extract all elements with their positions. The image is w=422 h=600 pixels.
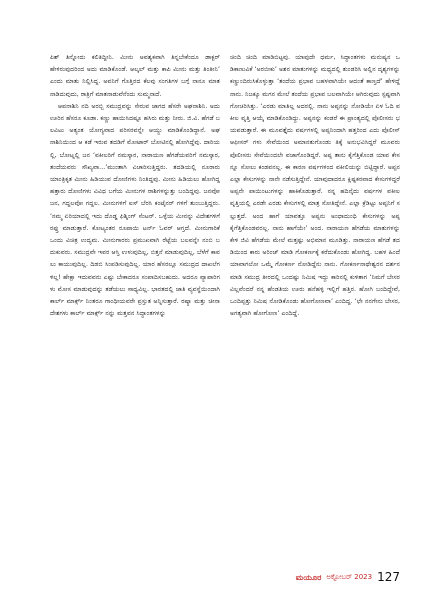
- paragraph: ಪಿಶ್ ತಿನ್ನೋದು ಕಲಿತಿದ್ದೀನಿ. ಮೀನು ಅವಶ್ಯಕವಾಗಿ ತಿನ್ನಬೇಕೆಂದೂ ಡಾಕ್ಟರ್ ಹೇಳಿರುವುದರಿಂದ ಅದು ಮಾಡಿಕೊಂಡೆ. ಆಲ್ಕಲ್ ಮತ್ತು ಕಾಪಿ ಮೀನು ಮತ್ತು ತಿಂತೀನಿ’ ಎಂದು ಮಾತು ನಿಲ್ಲಿಸಿದ್ದ. ಅವನಿಗೆ ಗೊತ್ತಿರದ ಕೆಲವು ಸಂಗತಿಗಳ ಬಗ್ಗೆ ನಾನೂ ಮಾತನಾಡಿದುವುದು, ರಾತ್ರಿಗೆ ಮಾತನಾಡುವೆನೆಂದು ಸುಮ್ಮನಾದೆ.: [50, 54, 220, 98]
- magazine-brand: ಮಯೂರ: [295, 571, 322, 582]
- right-column: [230, 52, 400, 567]
- article-body: [50, 52, 400, 567]
- page-number: 127: [377, 570, 400, 584]
- left-column: [50, 52, 220, 567]
- page-footer: [296, 570, 400, 584]
- paragraph: ಚಿಂದಿ ಚಿಂದಿ ಮಾಡಿಬಿಟ್ಟವು. ಯಾವುದೇ ಧರ್ಮ, ಸಿದ್ಧಾಂತಗಳು ಮನುಷ್ಯನ ಒಡಿಕಾಣುವಿಕೆ ‘ಅರಬೀಕು’ ಅಶನ ಮಾತುಗಳನ್ನು ಮಧ್ಯದಲ್ಲಿ ತುಂಡರಿಸಿ ಅಲ್ಲಿನ ದೃಶ್ಯಗಳನ್ನು ಕಣ್ಣುಂದಿರುಸಿಕೊಳ್ಳುತ್ತಾ ‘ತಂದೆಯ ಪ್ರಭಾವ ಬಹಳವಾಗಿಯೇ ಆದಂತೆ ಕಾಣ್ತದೆ’ ಹೇಳಿದ್ದೆ ನಾನು. ನಿಜಕ್ಕೂ ಮಗನ ಮೇಲೆ ತಂದೆಯ ಪ್ರಭಾವ ಬಲವಾಗಿಯೇ ಆಗಿರುವುದು ಸ್ಪಷ್ಟವಾಗಿ ಗೋಚರಿಸಿತ್ತು. ‘ಎರಡು ಮಾತಿಲ್ಲ ಅದರಲ್ಲಿ. ನಾನು ಅಪ್ಪನನ್ನು ನೋಡಿಯೇ ಏಳ ಓದಿ ವಕೀಲ ವೃತ್ತಿ ಆಯ್ಕೆ ಮಾಡಿಕೊಂಡಿದ್ದು. ಅಪ್ಪನನ್ನು ಕಂಡರೆ ಈ ಪ್ರಾಂತ್ಯದಲ್ಲಿ ಪೊಲೀಸರು ಭಯಪಡುತ್ತಾರೆ. ಈ ಮೂವತ್ತೈದು ವರ್ಷಗಳಲ್ಲಿ ಅಪ್ಪನಿಂದಾಗಿ ಹತ್ತರಿಂದ ಎದು ಪೊಲೀಸ್ ಆಫೀಸರ್ ಗಳು ಸೇವೆಯಿಂದ ಅಮಾನತುಗೊಂಡು ತಿಕ್ಕೆ ಅನುಭವಿಸಿದ್ದರೆ ಮೂವರು ಪೊಲೀಸರು ಸೇವೆಯಿಂದಲೇ ವಜಾಗೊಂಡಿದ್ದರೆ. ಅಪ್ಪ ತಾನು ಕೈಗೆತ್ತಿಕೊಂಡ ಯಾವ ಕೇಸನ್ನೂ ಸೋಲು ಕಂಡವನಲ್ಲ. ಈ ಕಾರಣ ವರ್ಷಗಳಿಂದ ವಕೀಲಿಯನ್ನು ಬಿಟ್ಟಿದ್ದಾರೆ. ಅಪ್ಪನ ಎಲ್ಲಾ ಕೇಸುಗಳನ್ನು ನಾನೇ ನಡೆಸುತ್ತಿದ್ದೇನೆ. ಯಾವುದಾದರೂ ಕ್ಲಿಷ್ಟಕರವಾದ ಕೇಸುಗಳಿದ್ದರೆ ಅಪ್ಪನೇ ಪಾಯಿಂಟುಗಳನ್ನು ಹಾಕಿಕೊಡುತ್ತಾರೆ. ನನ್ನ ಹದಿನೈದು ವರ್ಷಗಳ ವಕೀಲ ವೃತ್ತಿಯಲ್ಲಿ ಎರಡೇ ಎರಡು ಕೇಸುಗಳಲ್ಲಿ ಮಾತ್ರ ಸೋತಿದ್ದೇನೆ. ಎಲ್ಲಾ ಕ್ರೆಡಿಟ್ಟು ಅಪ್ಪನಿಗೆ ಸಲ್ಲುತ್ತದೆ. ಅಂದ ಹಾಗೆ ಯಾವತ್ತೂ ಅಪ್ಪನು ಅಂಧಾದುಂಧಿ ಕೇಸುಗಳನ್ನು ಅಪ್ಪ ಕೈಗೆತ್ತಿಕೊಂಡವರಲ್ಲ. ನಾನು ಹಾಗೆಯೇ’ ಅಂದ. ನಾರಾಯಣ ಹೆಗಡೆಯ ಮಾತುಗಳನ್ನು ಕೇಳಿ ಜಿವಿ ಹೆಗಡೆಯ ಮೇಲೆ ಮತ್ತಷ್ಟು ಅಭಿಮಾನ ಮೂಡಿತ್ತು. ನಾರಾಯಣ ಹೆಗಡೆ ತದಡಿಯಿಂದ ಕಾರು ಅರಿಂಜ್ ಮಾಡಿ ಗೋಕರ್ಣಕ್ಕೆ ಕರೆದುಕೊಂಡು ಹೋಗಿದ್ದ. ಬಹಳ ಹಿಂದೆ ಯಾವಾಗಲೋ ಒಮ್ಮೆ ಗೋಕರ್ಣ ನೋಡಿದ್ದೆನು ನಾನು. ಗೋಕರ್ಣನಾಥೇಶ್ವರನ ದರ್ಶನ ಮಾಡಿ ಸಮುದ್ರ ತೀರದಲ್ಲಿ ಒಂದಷ್ಟು ನಿಮಿಷ ಇದ್ದು ಕಾರಿನಲ್ಲಿ ಕುಳಿತಾಗ ‘ನಿಮಗೆ ಬೇಸರವಿಲ್ಲವೆಂದರೆ ನನ್ನ ಹೆಂಡತಿಯ ಊರು ಹನೆಹಳ್ಳಿ ಇಲ್ಲಿಗೆ ಹತ್ತಿರ. ಹೋಗಿ ಬಂದಿದ್ದೇವೆ, ಒಂದಿಪ್ಪತ್ತು ನಿಮಿಷ ನೋಡಿಕೊಂಡು ಹೋಗೋಣವಾ’ ಎಂದಿದ್ದ. ‘ಛೇ ನನಗೇನು ಬೇಸರ, ಅಗತ್ಯವಾಗಿ ಹೋಗೋಣ’ ಎಂದಿದ್ದೆ.: [230, 54, 400, 318]
- paragraph: ಆಪನಾಶಿನಿ ನದಿ ಅರಬ್ಬಿ ಸಮುದ್ರವನ್ನು ಸೇರುವ ಜಾಗದ ಹೆಸರೇ ಅಘನಾಶಿನಿ. ಅದು ಊರಿನ ಹೆಸರೂ ಕೂಡಾ. ಕಣ್ಣು ಹಾಯಿಸಿದಷ್ಟೂ ಹಸಿರು ಮತ್ತು ನೀರು. ಜಿ.ವಿ. ಹೆಗಡೆ ಬಲವಿಟು ಅತ್ಯಂತ ಯೋಗ್ಯವಾದ ಪರಿಸರವನ್ನೇ ಆಯ್ದು ಮಾಡಿಕೊಂಡಿದ್ದಾನೆ. ಅಘನಾಶಿನಿಯಿಂದ ಆ ಕಡೆ ಇರುವ ತದಡಿಗೆ ಮೋಟಾರ್ ಬೋಟಿನಲ್ಲಿ ಹೋಗಿದ್ದೆವು. ದಾರಿಯಲ್ಲಿ, ಬೋಟ್ನಲ್ಲಿ ಜನ ‘ವಕೀಲರಿಗೆ ನಮಸ್ಕಾರ, ನಾರಾಯಣ ಹೆಗಡೆಯವರಿಗೆ ನಮಸ್ಕಾರ, ತಂದೆಯವರು ಸೌಖ್ಯವಾ...’ಮುಂತಾಗಿ ವಿಚಾರಿಸುತ್ತಿದ್ದರು. ತದಡಿಯಲ್ಲಿ ನೂರಾರು ಯಾಂತ್ರಿಕೃತ ಮೀನು ಹಿಡಿಯುವ ದೋಣಿಗಳು ನಿಂತಿದ್ದವು. ಮೀನು ಹಿಡಿಯಲು ಹೋಗಿದ್ದ ಹತ್ತಾರು ದೋಣಿಗಳು ವಿವಿಧ ಬಗೆಯ ಮೀನುಗಳ ರಾಶಿಗಳನ್ನುತ್ತು ಬಂದಿದ್ದವು. ಜನವೋ ಜನ, ಗದ್ದಲವೋ ಗದ್ದಲ. ಮೀನುಗಳಿಗೆ ಐಸ್ ಬೆರಸಿ ಕಂಟೈನರ್ ಗಳಿಗೆ ತುಂಬುತ್ತಿದ್ದರು. ‘ನಮ್ಮ ಏರಿಯಾದಲ್ಲಿ ಇದು ದೊಡ್ಡ ಫಿಶ್ಶಿಂಗ್ ಸೆಂಟರ್. ಒಳ್ಳೆಯ ಮೀನನ್ನು ವಿದೇಶಗಳಿಗೆ ರಫ್ತು ಮಾಡುತ್ತಾರೆ. ಕೋಟ್ಯಂತರ ರೂಪಾಯಿ ಟರ್ನ್ ಓವರ್ ಆಗ್ತದೆ. ಮೀನುಗಾರಿಕೆ ಒಂದು ವಿಚಿತ್ರ ಉದ್ಯಮ. ಮೀನುಗಾರರು ಪ್ರಮುಖವಾಗಿ ರೆಟ್ಟೆಯ ಬಲವನ್ನೇ ನಂಬಿ ಬದುಕುವರು. ಸಮುದ್ರವೇ ಇವರ ಆಸ್ತಿ ಉಳುವುದಿಲ್ಲ, ಬಿತ್ತನೆ ಮಾಡುವುದಿಲ್ಲ, ಬೆಳೆಗೆ ಕಾವಲು ಕಾಯುವುದಿಲ್ಲ. ದಿಡಬಿ ಸಿಂಪಡಿಸುವುದಿಲ್ಲ. ಯಾರ ಹೆಸರಲ್ಲೂ ಸಮುದ್ರದ ದಾಖಲೆಗಳಿಲ್ಲ! ಹೇಕ್ಷಾ ಇದುವವನು ಎಷ್ಟು ಬೇಕಾದರೂ ಸಂಪಾದಿಸಬಹುದು. ಅದರೂ ವ್ಯಾಪಾರಿಗಳು ಮೋಸ ಮಾಡುವುದನ್ನು ತಡೆಯಲು ಸಾಧ್ಯವಿಲ್ಲ. ಭಾರತದಲ್ಲಿ ಜಾತಿ ವ್ಯವಸ್ಥೆಯಿಂದಾಗಿ ಕಾರ್ಲ್ ಮಾರ್ಕ್ಸ್ ನಿಂತರೂ ಗಾಂಧೀಯವರೇ ಪ್ರಸ್ತುತ ಅನ್ನಿಸುತ್ತಾರೆ. ರಷ್ಯಾ ಮತ್ತು ಚೀನಾ ದೇಶಗಳು ಕಾರ್ಲ್ ಮಾರ್ಕ್ಸ್ ನನ್ನು ಮತ್ತವನ ಸಿದ್ಧಾಂತಗಳನ್ನು: [50, 102, 220, 318]
- issue-date: ಅಕ್ಟೋಬರ್ 2023: [326, 572, 373, 581]
